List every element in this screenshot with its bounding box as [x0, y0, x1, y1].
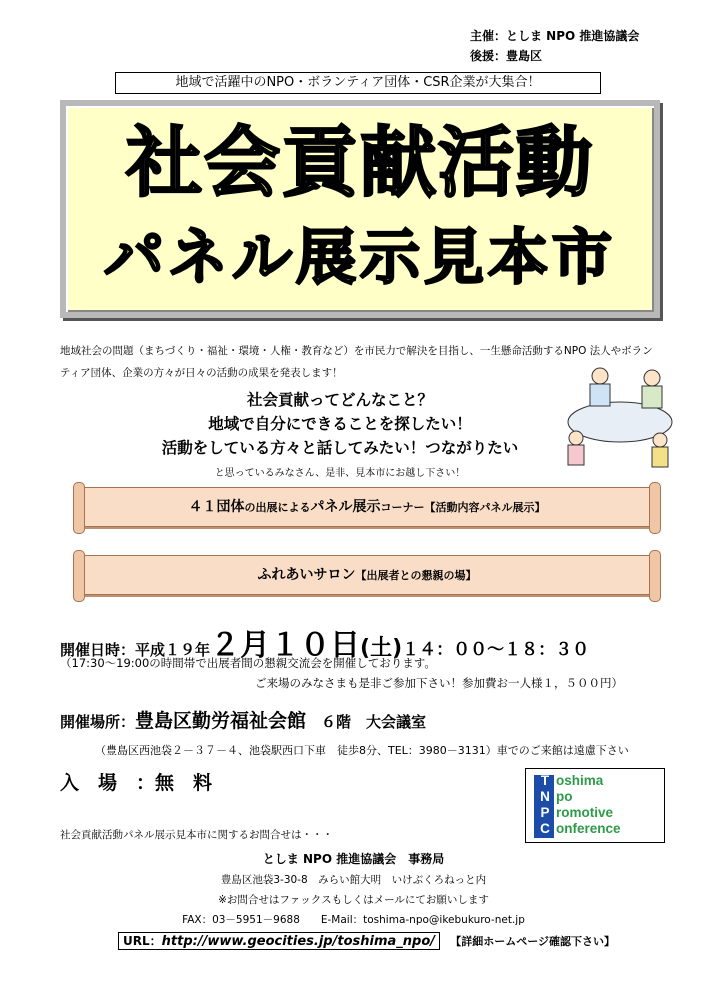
tagline: 地域で活躍中のNPO・ボランティア団体・CSR企業が大集合！ [115, 72, 601, 94]
organizer-host: 主催：としま NPO 推進協議会 [470, 29, 640, 43]
scroll1-small: 【活動内容パネル展示】 [424, 501, 546, 514]
venue-name: 豊島区勤労福祉会館 [135, 710, 307, 732]
npc-logo [525, 768, 665, 843]
venue-floor: ６階 大会議室 [321, 713, 427, 731]
contact-note: ※お問合せはファックスもしくはメールにてお願いします [218, 894, 489, 906]
date-month-day: ２月１０日 [210, 628, 361, 663]
person-1-head [592, 368, 608, 384]
url-note: 【詳細ホームページ確認下さい】 [450, 935, 615, 948]
title-line-2: パネル展示見本市 [104, 223, 616, 293]
logo-line-1: T oshima [540, 773, 604, 788]
person-4-body [652, 447, 668, 467]
person-2-head [644, 370, 660, 386]
title-line-1: 社会貢献活動 [126, 118, 594, 207]
organizer-block [470, 26, 639, 66]
scroll1-big-num: ４１団体 [188, 499, 245, 515]
callout-1: 社会貢献ってどんなこと？ [246, 391, 433, 409]
venue-line [60, 706, 426, 733]
scroll1-mid-1: の出展による [244, 501, 311, 514]
date-note-1: （17:30～19:00の時間帯で出展者間の懇親交流会を開催しております。 [60, 656, 436, 670]
contact-intro: 社会貢献活動パネル展示見本市に関するお問合せは・・・ [60, 829, 333, 841]
logo-line-3: P romotive [540, 805, 614, 820]
entry-fee: 入 場 ：無 料 [60, 772, 213, 794]
scroll1-mid-2: コーナー [380, 501, 425, 514]
intro-text: 地域社会の問題（まちづくり・福祉・環境・人権・教育など）を市民力で解決を目指し、一生懸命活動するNPO 法人やボランティア団体、企業の方々が日々の活動の成果を発表します！ [60, 345, 653, 379]
person-1-body [590, 384, 610, 406]
url-line [118, 932, 615, 949]
person-4-head [653, 433, 667, 447]
date-note-2: ご来場のみなさまも是非ご参加下さい！参加費お一人様１，５００円） [255, 676, 623, 690]
url-box[interactable] [118, 932, 440, 950]
date-label: 開催日時：平成 [60, 641, 166, 659]
date-time: １４：００～１８：３０ [402, 640, 590, 660]
contact-fax-email: FAX：03－5951－9688 E-Mail：toshima-npo@ikebukuro-net.jp [182, 914, 525, 926]
callout-2: 地域で自分にできることを探したい！ [208, 415, 472, 433]
title-box [60, 100, 660, 318]
contact-org: としま NPO 推進協議会 事務局 [262, 852, 445, 866]
date-weekday: (土) [360, 636, 403, 661]
venue-address: （豊島区西池袋２－３７－４、池袋駅西口下車 徒歩8分、TEL：3980－3131）車でのご来館は遠慮下さい [95, 744, 629, 757]
people-illustration [560, 360, 680, 470]
scroll-banner-salon [78, 555, 656, 595]
callout-invite: と思っているみなさん、是非、見本市にお越し下さい！ [214, 468, 466, 479]
person-3-body [568, 445, 584, 465]
scroll2-big: ふれあいサロン [257, 567, 356, 583]
scroll-banner-panel [78, 487, 656, 527]
person-3-head [569, 431, 583, 445]
date-year-num: １９ [165, 641, 196, 659]
venue-label: 開催場所： [60, 713, 136, 731]
scroll1-big-2: パネル展示 [310, 499, 381, 515]
date-year-suffix: 年 [195, 641, 211, 659]
logo-line-4: C onference [540, 821, 621, 836]
date-note [60, 653, 623, 693]
contact-address: 豊島区池袋3-30-8 みらい館大明 いけぶくろねっと内 [220, 874, 487, 886]
callout-3: 活動をしている方々と話してみたい！つながりたい [161, 439, 519, 457]
scroll2-small: 【出展者との懇親の場】 [355, 569, 477, 582]
person-2-body [642, 386, 662, 408]
url-label: URL： [123, 934, 162, 948]
logo-line-2: N po [540, 789, 573, 804]
organizer-support: 後援：豊島区 [470, 49, 543, 63]
url-link[interactable]: http://www.geocities.jp/toshima_npo/ [161, 934, 436, 949]
